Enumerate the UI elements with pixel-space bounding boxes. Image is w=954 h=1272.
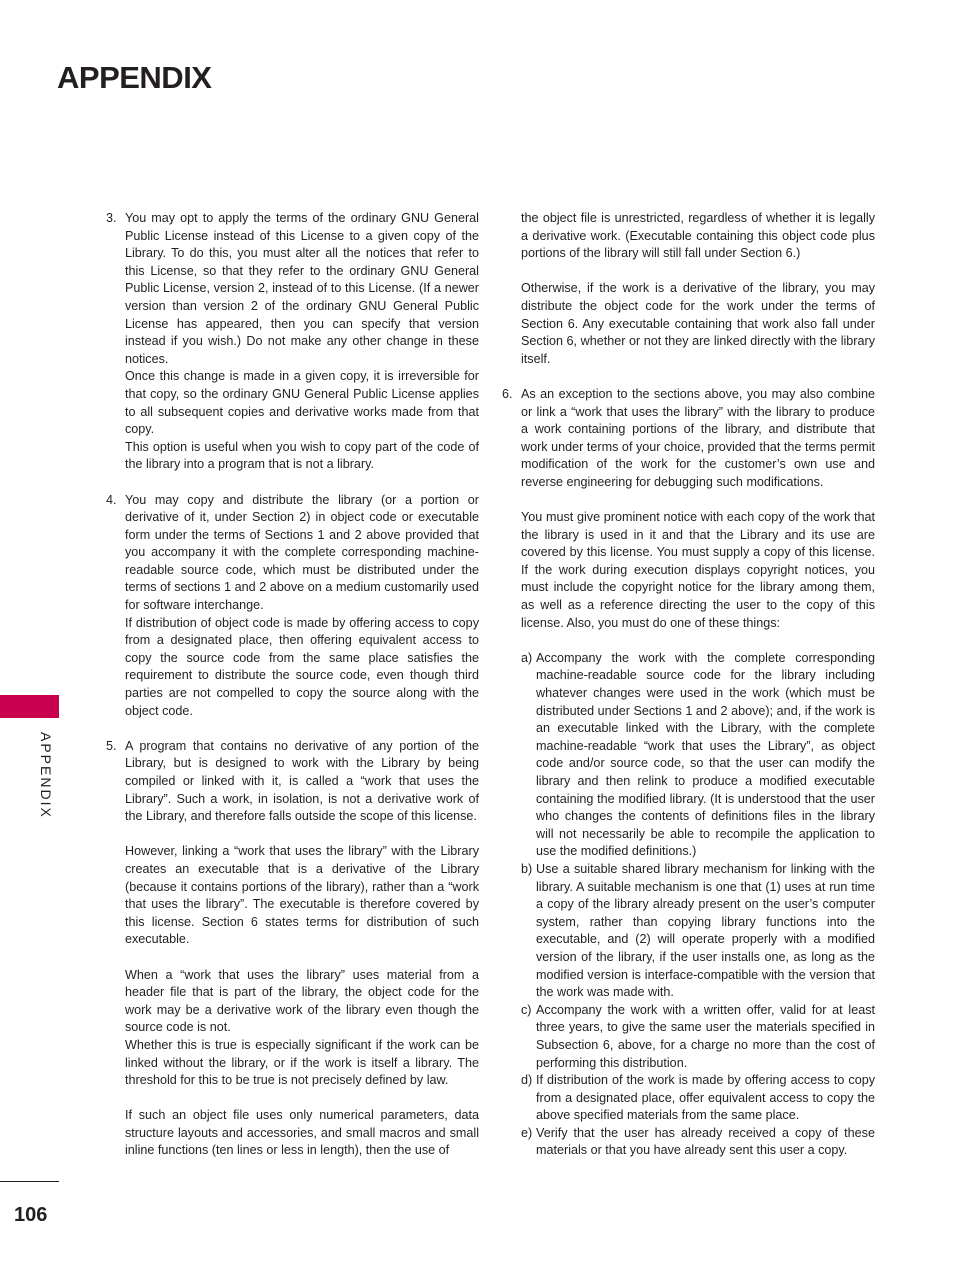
paragraph: If such an object file uses only numerical parameters, data structure layouts and accessories, and small macros and small inline functions (ten lines or less in length), then the use of xyxy=(125,1108,479,1158)
page-number: 106 xyxy=(14,1204,48,1226)
paragraph: As an exception to the sections above, you may also combine or link a “work that uses the library” with the library to produce a work containing portions of the library, and distribute that work under terms of your choice, provided that the terms permit modification of the work for the customer’s own use and reverse engineering for debugging such modifications. xyxy=(521,386,875,489)
paragraph: You must give prominent notice with each copy of the work that the library is used in it and that the Library and its use are covered by this license. You must supply a copy of this license. If the work during execution displays copyright notices, you must include the copyright notice for the library among them, as well as a reference directing the user to the copy of this license. Also, you must do one of these things: xyxy=(521,510,875,630)
subsection-d xyxy=(502,1072,875,1125)
paragraph: You may copy and distribute the library (or a portion or derivative of it, under Section 2) in object code or executable form under the terms of Sections 1 and 2 above provided that you accompany it with the complete corresponding machine-readable source code, which must be distributed under the terms of sections 1 and 2 above on a medium customarily used for software interchange. xyxy=(125,492,479,613)
subsection-marker: a) xyxy=(521,650,533,665)
section-5 xyxy=(106,738,479,1160)
section-tab-marker xyxy=(0,695,59,718)
section-6 xyxy=(502,386,875,650)
subsection-e xyxy=(502,1125,875,1160)
paragraph: Accompany the work with the complete corresponding machine-readable source code for the library including whatever changes were used in the work (which must be distributed under Sections 1 and 2 above); and, if the work is an executable linked with the Library, with the complete machine-readable “work that uses the Library”, as object code and/or source code, so that the user can modify the library and then relink to produce a modified executable containing the modified library. (It is understood that the user who changes the contents of definitions files in the library will not necessarily be able to recompile the application to use the modified definitions.) xyxy=(536,650,875,859)
paragraph: However, linking a “work that uses the library” with the Library creates an executable that is a derivative of the Library (because it contains portions of the library), rather than a “work that uses the library”. The executable is therefore covered by this license. Section 6 states terms for distribution of such executable. xyxy=(125,844,479,947)
section-3 xyxy=(106,210,479,474)
paragraph: Use a suitable shared library mechanism for linking with the library. A suitable mechanism is one that (1) uses at run time a copy of the library already present on the user’s computer system, rather than copying library functions into the executable, and (2) will operate properly with a modified version of the library, if the user installs one, as long as the modified version is interface-compatible with the version that the work was made with. xyxy=(536,861,875,1000)
right-column xyxy=(502,210,875,1160)
paragraph: Once this change is made in a given copy, it is irreversible for that copy, so the ordinary GNU General Public License applies to all subsequent copies and derivative works made from that copy. xyxy=(125,369,479,437)
subsection-marker: e) xyxy=(521,1125,533,1140)
page-title: APPENDIX xyxy=(57,60,212,95)
subsection-marker: b) xyxy=(521,861,533,876)
paragraph: You may opt to apply the terms of the ordinary GNU General Public License instead of this License to a given copy of the Library. To do this, you must alter all the notices that refer to this License, so that they refer to the ordinary GNU General Public License, version 2, instead of to this License. (If a newer version than version 2 of the ordinary GNU General Public License has appeared, then you can specify that version instead if you wish.) Do not make any other change in these notices. xyxy=(125,211,479,366)
section-number: 4. xyxy=(106,492,117,507)
paragraph: If distribution of object code is made by offering access to copy from a designated place, then offering equivalent access to copy the source code from the same place satisfies the requirement to distribute the source code, even though third parties are not compelled to copy the source along with the object code. xyxy=(125,615,479,718)
section-number: 3. xyxy=(106,211,117,225)
section-number: 5. xyxy=(106,738,117,753)
paragraph: Whether this is true is especially significant if the work can be linked without the library, or if the work is itself a library. The threshold for this to be true is not precisely defined by law. xyxy=(125,1037,479,1088)
side-section-label: APPENDIX xyxy=(38,732,54,819)
footer-rule xyxy=(0,1181,59,1182)
section-4 xyxy=(106,492,479,721)
subsection-marker: c) xyxy=(521,1002,532,1017)
section-number: 6. xyxy=(502,386,513,401)
paragraph: A program that contains no derivative of any portion of the Library, but is designed to work with the Library by being compiled or linked with it, is called a “work that uses the Library”. Such a work, in isolation, is not a derivative work of the Library, and therefore falls outside the scope of this license. xyxy=(125,738,479,824)
subsection-a xyxy=(502,650,875,861)
subsection-marker: d) xyxy=(521,1073,533,1088)
paragraph: Accompany the work with a written offer, valid for at least three years, to give the same user the materials specified in Subsection 6, above, for a charge no more than the cost of performing this distribution. xyxy=(536,1002,875,1070)
subsection-b xyxy=(502,861,875,1002)
paragraph: the object file is unrestricted, regardless of whether it is legally a derivative work. (Executable containing this object code plus portions of the library will still fall under Section 6.) xyxy=(521,211,875,261)
paragraph: This option is useful when you wish to copy part of the code of the library into a program that is not a library. xyxy=(125,439,479,472)
paragraph: When a “work that uses the library” uses material from a header file that is part of the library, the object code for the work may be a derivative work of the library even though the source code is not. xyxy=(125,967,479,1035)
paragraph: Otherwise, if the work is a derivative of the library, you may distribute the object code for the work under the terms of Section 6. Any executable containing that work also fall under Section 6, whether or not they are linked directly with the library itself. xyxy=(521,281,875,366)
left-column xyxy=(106,210,479,1160)
paragraph: If distribution of the work is made by offering access to copy from a designated place, offer equivalent access to copy the above specified materials from the same place. xyxy=(536,1073,875,1123)
subsection-c xyxy=(502,1002,875,1072)
paragraph: Verify that the user has already received a copy of these materials or that you have already sent this user a copy. xyxy=(536,1125,875,1158)
